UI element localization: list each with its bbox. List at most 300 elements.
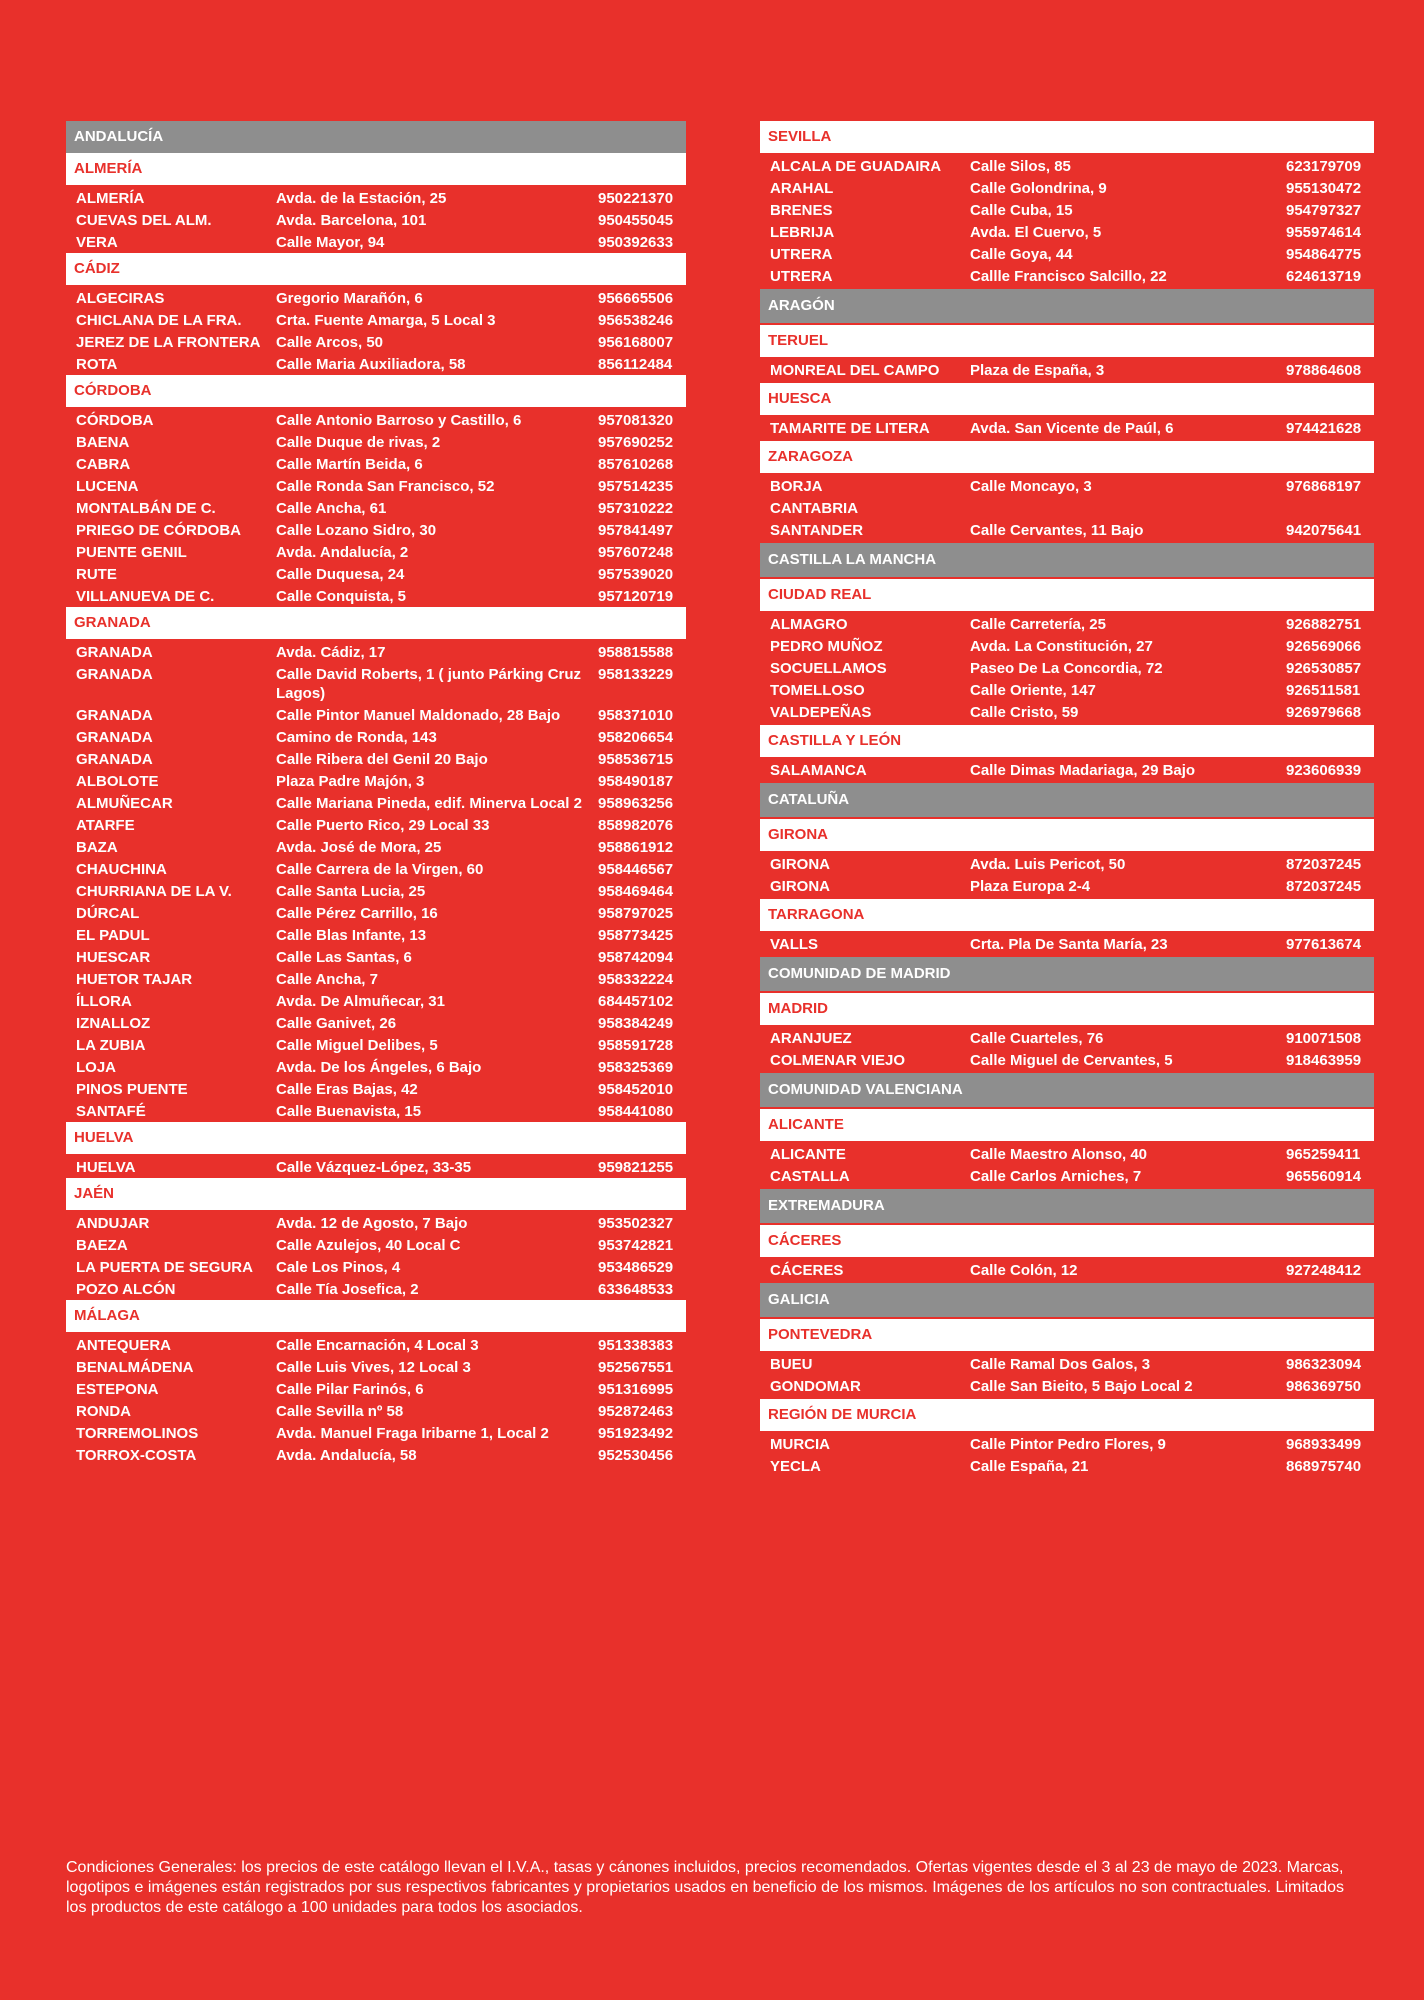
store-address: Calle Carlos Arniches, 7 (970, 1168, 1142, 1185)
store-address: Avda. De Almuñecar, 31 (276, 993, 445, 1010)
province-header: GRANADA (66, 607, 686, 639)
store-town: VALLS (770, 936, 819, 953)
store-town: BUEU (770, 1356, 813, 1373)
store-address: Calle Sevilla nº 58 (276, 1403, 404, 1420)
province-header: CASTILLA Y LEÓN (760, 725, 1374, 757)
store-town: BENALMÁDENA (76, 1359, 194, 1376)
store-row (760, 933, 1374, 955)
store-phone: 951923492 (598, 1425, 674, 1442)
store-phone: 951316995 (598, 1381, 674, 1398)
store-town: SANTAFÉ (76, 1103, 146, 1120)
store-address: Calle Miguel de Cervantes, 5 (970, 1052, 1173, 1069)
store-row (760, 475, 1374, 497)
store-town: LA PUERTA DE SEGURA (76, 1259, 253, 1276)
store-row (760, 497, 1374, 519)
store-phone: 957690252 (598, 434, 674, 451)
store-town: COLMENAR VIEJO (770, 1052, 906, 1069)
store-row (66, 409, 686, 431)
store-town: CABRA (76, 456, 131, 473)
store-address: Avda. El Cuervo, 5 (970, 224, 1102, 241)
store-address: Calle Ribera del Genil 20 Bajo (276, 751, 488, 768)
store-phone: 956538246 (598, 312, 674, 329)
store-town: ESTEPONA (76, 1381, 159, 1398)
store-address: Calle Maestro Alonso, 40 (970, 1146, 1147, 1163)
province-header: SEVILLA (760, 121, 1374, 153)
province-header: JAÉN (66, 1178, 686, 1210)
store-phone: 957081320 (598, 412, 674, 429)
store-phone: 953486529 (598, 1259, 674, 1276)
store-town: HUESCAR (76, 949, 151, 966)
store-row (760, 199, 1374, 221)
store-address: Calle Oriente, 147 (970, 682, 1096, 699)
store-address: Avda. 12 de Agosto, 7 Bajo (276, 1215, 468, 1232)
store-town: ALGECIRAS (76, 290, 165, 307)
store-row (760, 1165, 1374, 1187)
province-header: ALMERÍA (66, 153, 686, 185)
store-phone: 952567551 (598, 1359, 674, 1376)
store-town: RUTE (76, 566, 117, 583)
region-header: CASTILLA LA MANCHA (760, 543, 1374, 577)
store-address: Avda. Cádiz, 17 (276, 644, 386, 661)
store-town: CASTALLA (770, 1168, 850, 1185)
store-row (66, 836, 686, 858)
store-phone: 868975740 (1286, 1458, 1362, 1475)
store-address: Camino de Ronda, 143 (276, 729, 437, 746)
store-row (760, 417, 1374, 439)
store-phone: 633648533 (598, 1281, 674, 1298)
store-address: Calle Buenavista, 15 (276, 1103, 422, 1120)
store-row (66, 902, 686, 924)
store-phone: 974421628 (1286, 420, 1362, 437)
store-row (760, 265, 1374, 287)
province-header: TARRAGONA (760, 899, 1374, 931)
store-address: Calle Carretería, 25 (970, 616, 1106, 633)
store-town: HUETOR TAJAR (76, 971, 193, 988)
store-phone: 958452010 (598, 1081, 674, 1098)
store-town: ARANJUEZ (770, 1030, 852, 1047)
store-address: Calle Dimas Madariaga, 29 Bajo (970, 762, 1196, 779)
store-phone: 958206654 (598, 729, 674, 746)
store-row (760, 155, 1374, 177)
store-town: ALMAGRO (770, 616, 848, 633)
store-phone: 958591728 (598, 1037, 674, 1054)
store-row (66, 309, 686, 331)
store-address: Cale Los Pinos, 4 (276, 1259, 401, 1276)
store-address: Calle Duquesa, 24 (276, 566, 405, 583)
store-address: Plaza Europa 2-4 (970, 878, 1091, 895)
store-row (66, 431, 686, 453)
store-town: DÚRCAL (76, 905, 140, 922)
store-town: JEREZ DE LA FRONTERA (76, 334, 261, 351)
store-address: Avda. San Vicente de Paúl, 6 (970, 420, 1174, 437)
store-address: Calle Encarnación, 4 Local 3 (276, 1337, 479, 1354)
store-town: BRENES (770, 202, 833, 219)
store-phone: 958490187 (598, 773, 674, 790)
store-town: TORREMOLINOS (76, 1425, 199, 1442)
store-town: UTRERA (770, 246, 833, 263)
store-phone: 954864775 (1286, 246, 1362, 263)
province-header: HUELVA (66, 1122, 686, 1154)
store-phone: 624613719 (1286, 268, 1362, 285)
store-phone: 978864608 (1286, 362, 1362, 379)
store-address: Plaza de España, 3 (970, 362, 1105, 379)
store-town: LOJA (76, 1059, 117, 1076)
store-phone: 872037245 (1286, 856, 1362, 873)
store-phone: 953502327 (598, 1215, 674, 1232)
store-town: LEBRIJA (770, 224, 835, 241)
store-town: GRANADA (76, 644, 153, 661)
store-phone: 858982076 (598, 817, 674, 834)
store-town: BORJA (770, 478, 823, 495)
province-header: CÓRDOBA (66, 375, 686, 407)
store-town: POZO ALCÓN (76, 1281, 176, 1298)
store-phone: 910071508 (1286, 1030, 1362, 1047)
store-town: CHAUCHINA (76, 861, 167, 878)
store-row (760, 1455, 1374, 1477)
store-phone: 957514235 (598, 478, 674, 495)
store-row (66, 1334, 686, 1356)
store-phone: 958797025 (598, 905, 674, 922)
store-town: TOMELLOSO (770, 682, 865, 699)
province-header: MADRID (760, 993, 1374, 1025)
store-phone: 923606939 (1286, 762, 1362, 779)
store-row (66, 858, 686, 880)
province-header: REGIÓN DE MURCIA (760, 1399, 1374, 1431)
store-phone: 952530456 (598, 1447, 674, 1464)
store-town: YECLA (770, 1458, 821, 1475)
store-row (760, 853, 1374, 875)
province-header: CÁDIZ (66, 253, 686, 285)
store-town: LA ZUBIA (76, 1037, 146, 1054)
store-row (760, 701, 1374, 723)
store-row (66, 1156, 686, 1178)
store-row (66, 1034, 686, 1056)
store-address: Calle Conquista, 5 (276, 588, 407, 605)
store-phone: 977613674 (1286, 936, 1362, 953)
store-address: Calle Santa Lucia, 25 (276, 883, 426, 900)
province-header: GIRONA (760, 819, 1374, 851)
store-address: Calle Las Santas, 6 (276, 949, 412, 966)
store-phone: 958815588 (598, 644, 674, 661)
store-row (760, 359, 1374, 381)
store-phone: 959821255 (598, 1159, 674, 1176)
store-phone: 955974614 (1286, 224, 1362, 241)
store-phone: 958441080 (598, 1103, 674, 1120)
store-phone: 927248412 (1286, 1262, 1362, 1279)
store-address: Calle Puerto Rico, 29 Local 33 (276, 817, 490, 834)
store-town: GIRONA (770, 878, 830, 895)
store-row (66, 968, 686, 990)
store-address: Avda. de la Estación, 25 (276, 190, 447, 207)
store-address: Calle Pérez Carrillo, 16 (276, 905, 438, 922)
store-address: Plaza Padre Majón, 3 (276, 773, 425, 790)
store-row (66, 792, 686, 814)
province-header: ZARAGOZA (760, 441, 1374, 473)
store-address: Calle Mariana Pineda, edif. Minerva Local 2 (276, 795, 582, 812)
store-town: GONDOMAR (770, 1378, 861, 1395)
store-town: PEDRO MUÑOZ (770, 638, 883, 655)
store-address: Calle Cuba, 15 (970, 202, 1073, 219)
store-row (66, 541, 686, 563)
store-row (66, 585, 686, 607)
province-header: TERUEL (760, 325, 1374, 357)
store-town: IZNALLOZ (76, 1015, 151, 1032)
store-row (66, 475, 686, 497)
store-phone: 926511581 (1286, 682, 1361, 699)
store-address: Avda. Andalucía, 2 (276, 544, 409, 561)
store-town: ALMERÍA (76, 190, 145, 207)
store-town: VILLANUEVA DE C. (76, 588, 215, 605)
store-row (66, 726, 686, 748)
store-address: Calle Luis Vives, 12 Local 3 (276, 1359, 471, 1376)
province-header: CIUDAD REAL (760, 579, 1374, 611)
store-address: Calle Antonio Barroso y Castillo, 6 (276, 412, 522, 429)
store-row (760, 875, 1374, 897)
store-phone: 957607248 (598, 544, 674, 561)
store-address: Crta. Fuente Amarga, 5 Local 3 (276, 312, 496, 329)
store-row (66, 1012, 686, 1034)
store-phone: 957539020 (598, 566, 674, 583)
store-phone: 986323094 (1286, 1356, 1362, 1373)
store-row (760, 1353, 1374, 1375)
store-phone: 958469464 (598, 883, 674, 900)
store-phone: 956665506 (598, 290, 674, 307)
store-town: TORROX-COSTA (76, 1447, 197, 1464)
store-address: Calle Pintor Manuel Maldonado, 28 Bajo (276, 707, 561, 724)
store-phone: 857610268 (598, 456, 674, 473)
store-phone: 950392633 (598, 234, 674, 251)
store-row (66, 497, 686, 519)
store-phone: 926979668 (1286, 704, 1362, 721)
store-phone: 957120719 (598, 588, 674, 605)
store-list-left (66, 121, 686, 1466)
store-row (66, 209, 686, 231)
store-phone: 956168007 (598, 334, 674, 351)
store-phone: 623179709 (1286, 158, 1362, 175)
store-phone: 958332224 (598, 971, 674, 988)
store-address: Calle Cristo, 59 (970, 704, 1079, 721)
store-town: HUELVA (76, 1159, 136, 1176)
store-town: ALBOLOTE (76, 773, 159, 790)
store-row (66, 1100, 686, 1122)
store-address: Calle Carrera de la Virgen, 60 (276, 861, 484, 878)
province-header: MÁLAGA (66, 1300, 686, 1332)
store-address: Avda. Barcelona, 101 (276, 212, 427, 229)
store-town: GRANADA (76, 666, 153, 683)
store-town: GRANADA (76, 707, 153, 724)
store-address: Calle Duque de rivas, 2 (276, 434, 441, 451)
store-address: Calle Pintor Pedro Flores, 9 (970, 1436, 1166, 1453)
store-town: ANDUJAR (76, 1215, 150, 1232)
store-town: GRANADA (76, 751, 153, 768)
store-town: EL PADUL (76, 927, 150, 944)
store-phone: 926530857 (1286, 660, 1362, 677)
store-row (760, 759, 1374, 781)
store-address: Calle Golondrina, 9 (970, 180, 1107, 197)
store-town: BAZA (76, 839, 118, 856)
store-phone: 976868197 (1286, 478, 1362, 495)
store-phone: 951338383 (598, 1337, 674, 1354)
store-town: UTRERA (770, 268, 833, 285)
store-row (760, 635, 1374, 657)
store-address: Avda. Luis Pericot, 50 (970, 856, 1126, 873)
store-town: ATARFE (76, 817, 135, 834)
store-town: SANTANDER (770, 522, 864, 539)
store-phone: 918463959 (1286, 1052, 1362, 1069)
store-row (66, 924, 686, 946)
store-phone: 856112484 (598, 356, 673, 373)
store-row (760, 1375, 1374, 1397)
store-phone: 958742094 (598, 949, 674, 966)
store-town: LUCENA (76, 478, 139, 495)
store-town: PRIEGO DE CÓRDOBA (76, 522, 242, 539)
store-row (760, 613, 1374, 635)
store-row (66, 1422, 686, 1444)
store-address: Calle Goya, 44 (970, 246, 1073, 263)
store-row (66, 1234, 686, 1256)
store-address: Avda. Manuel Fraga Iribarne 1, Local 2 (276, 1425, 549, 1442)
store-address: Crta. Pla De Santa María, 23 (970, 936, 1168, 953)
store-town: GRANADA (76, 729, 153, 746)
store-town: TAMARITE DE LITERA (770, 420, 930, 437)
store-address: Calle Cervantes, 11 Bajo (970, 522, 1144, 539)
store-phone: 958536715 (598, 751, 674, 768)
store-address: Calle Eras Bajas, 42 (276, 1081, 418, 1098)
store-row (760, 1049, 1374, 1071)
store-row (760, 177, 1374, 199)
store-row (760, 221, 1374, 243)
store-town: ÍLLORA (76, 993, 132, 1010)
store-phone: 958963256 (598, 795, 674, 812)
store-row (760, 679, 1374, 701)
store-phone: 986369750 (1286, 1378, 1362, 1395)
store-address: Calle Ancha, 7 (276, 971, 378, 988)
store-town: GIRONA (770, 856, 830, 873)
store-row (66, 814, 686, 836)
store-row (66, 519, 686, 541)
store-row (760, 1027, 1374, 1049)
store-town: ALCALA DE GUADAIRA (770, 158, 942, 175)
store-address: Callle Francisco Salcillo, 22 (970, 268, 1167, 285)
store-town: MONTALBÁN DE C. (76, 500, 216, 517)
store-address: Calle Colón, 12 (970, 1262, 1078, 1279)
store-phone: 950455045 (598, 212, 674, 229)
store-address: Calle Maria Auxiliadora, 58 (276, 356, 466, 373)
store-town: SALAMANCA (770, 762, 867, 779)
store-phone: 965259411 (1286, 1146, 1361, 1163)
store-town: ROTA (76, 356, 118, 373)
store-phone: 684457102 (598, 993, 674, 1010)
store-row (760, 243, 1374, 265)
store-row (66, 1356, 686, 1378)
store-address: Calle Ramal Dos Galos, 3 (970, 1356, 1151, 1373)
store-town: ANTEQUERA (76, 1337, 172, 1354)
store-row (66, 353, 686, 375)
store-phone: 958861912 (598, 839, 674, 856)
store-row (66, 770, 686, 792)
region-header: CATALUÑA (760, 783, 1374, 817)
store-row (66, 704, 686, 726)
store-row (760, 1143, 1374, 1165)
store-address: Avda. Andalucía, 58 (276, 1447, 417, 1464)
store-address: Calle Vázquez-López, 33-35 (276, 1159, 472, 1176)
store-phone: 968933499 (1286, 1436, 1362, 1453)
store-address: Calle Tía Josefica, 2 (276, 1281, 419, 1298)
store-address: Calle Ancha, 61 (276, 500, 387, 517)
province-header: PONTEVEDRA (760, 1319, 1374, 1351)
store-address: Gregorio Marañón, 6 (276, 290, 423, 307)
store-row (66, 1212, 686, 1234)
store-town: MONREAL DEL CAMPO (770, 362, 940, 379)
region-header: EXTREMADURA (760, 1189, 1374, 1223)
store-row (66, 1256, 686, 1278)
store-town: PUENTE GENIL (76, 544, 187, 561)
store-list-right (760, 121, 1374, 1477)
province-header: ALICANTE (760, 1109, 1374, 1141)
store-row (66, 1378, 686, 1400)
store-row (66, 1056, 686, 1078)
store-phone: 926569066 (1286, 638, 1362, 655)
store-address: Avda. La Constitución, 27 (970, 638, 1153, 655)
store-phone: 926882751 (1286, 616, 1362, 633)
store-row (66, 880, 686, 902)
store-phone: 958133229 (598, 666, 674, 683)
store-row (66, 231, 686, 253)
store-town: CHICLANA DE LA FRA. (76, 312, 242, 329)
store-row (66, 641, 686, 663)
store-address: Calle Martín Beida, 6 (276, 456, 423, 473)
store-phone: 958446567 (598, 861, 674, 878)
store-address: Calle Lozano Sidro, 30 (276, 522, 437, 539)
store-address: Calle Blas Infante, 13 (276, 927, 427, 944)
store-town: MURCIA (770, 1436, 830, 1453)
province-header: CÁCERES (760, 1225, 1374, 1257)
store-row (66, 748, 686, 770)
store-town: VALDEPEÑAS (770, 704, 872, 721)
store-row (760, 1259, 1374, 1281)
store-row (66, 287, 686, 309)
store-row (66, 1444, 686, 1466)
store-town: CANTABRIA (770, 500, 859, 517)
store-address: Avda. De los Ángeles, 6 Bajo (276, 1059, 482, 1076)
store-row (66, 453, 686, 475)
store-row (66, 331, 686, 353)
region-header: ARAGÓN (760, 289, 1374, 323)
store-phone: 958773425 (598, 927, 674, 944)
region-header: ANDALUCÍA (66, 121, 686, 153)
store-phone: 952872463 (598, 1403, 674, 1420)
store-address: Calle Ganivet, 26 (276, 1015, 397, 1032)
store-address: Calle Azulejos, 40 Local C (276, 1237, 461, 1254)
store-phone: 958371010 (598, 707, 674, 724)
store-row (760, 1433, 1374, 1455)
store-address: Calle Arcos, 50 (276, 334, 383, 351)
store-town: ALMUÑECAR (76, 795, 173, 812)
store-town: CÁCERES (770, 1262, 844, 1279)
store-row (66, 990, 686, 1012)
store-address: Calle España, 21 (970, 1458, 1089, 1475)
store-town: VERA (76, 234, 118, 251)
store-phone: 953742821 (598, 1237, 674, 1254)
region-header: COMUNIDAD DE MADRID (760, 957, 1374, 991)
store-phone: 958325369 (598, 1059, 674, 1076)
store-address: Calle San Bieito, 5 Bajo Local 2 (970, 1378, 1193, 1395)
store-row (66, 663, 686, 704)
store-address: Calle Miguel Delibes, 5 (276, 1037, 438, 1054)
store-phone: 954797327 (1286, 202, 1362, 219)
store-row (66, 1078, 686, 1100)
region-header: COMUNIDAD VALENCIANA (760, 1073, 1374, 1107)
